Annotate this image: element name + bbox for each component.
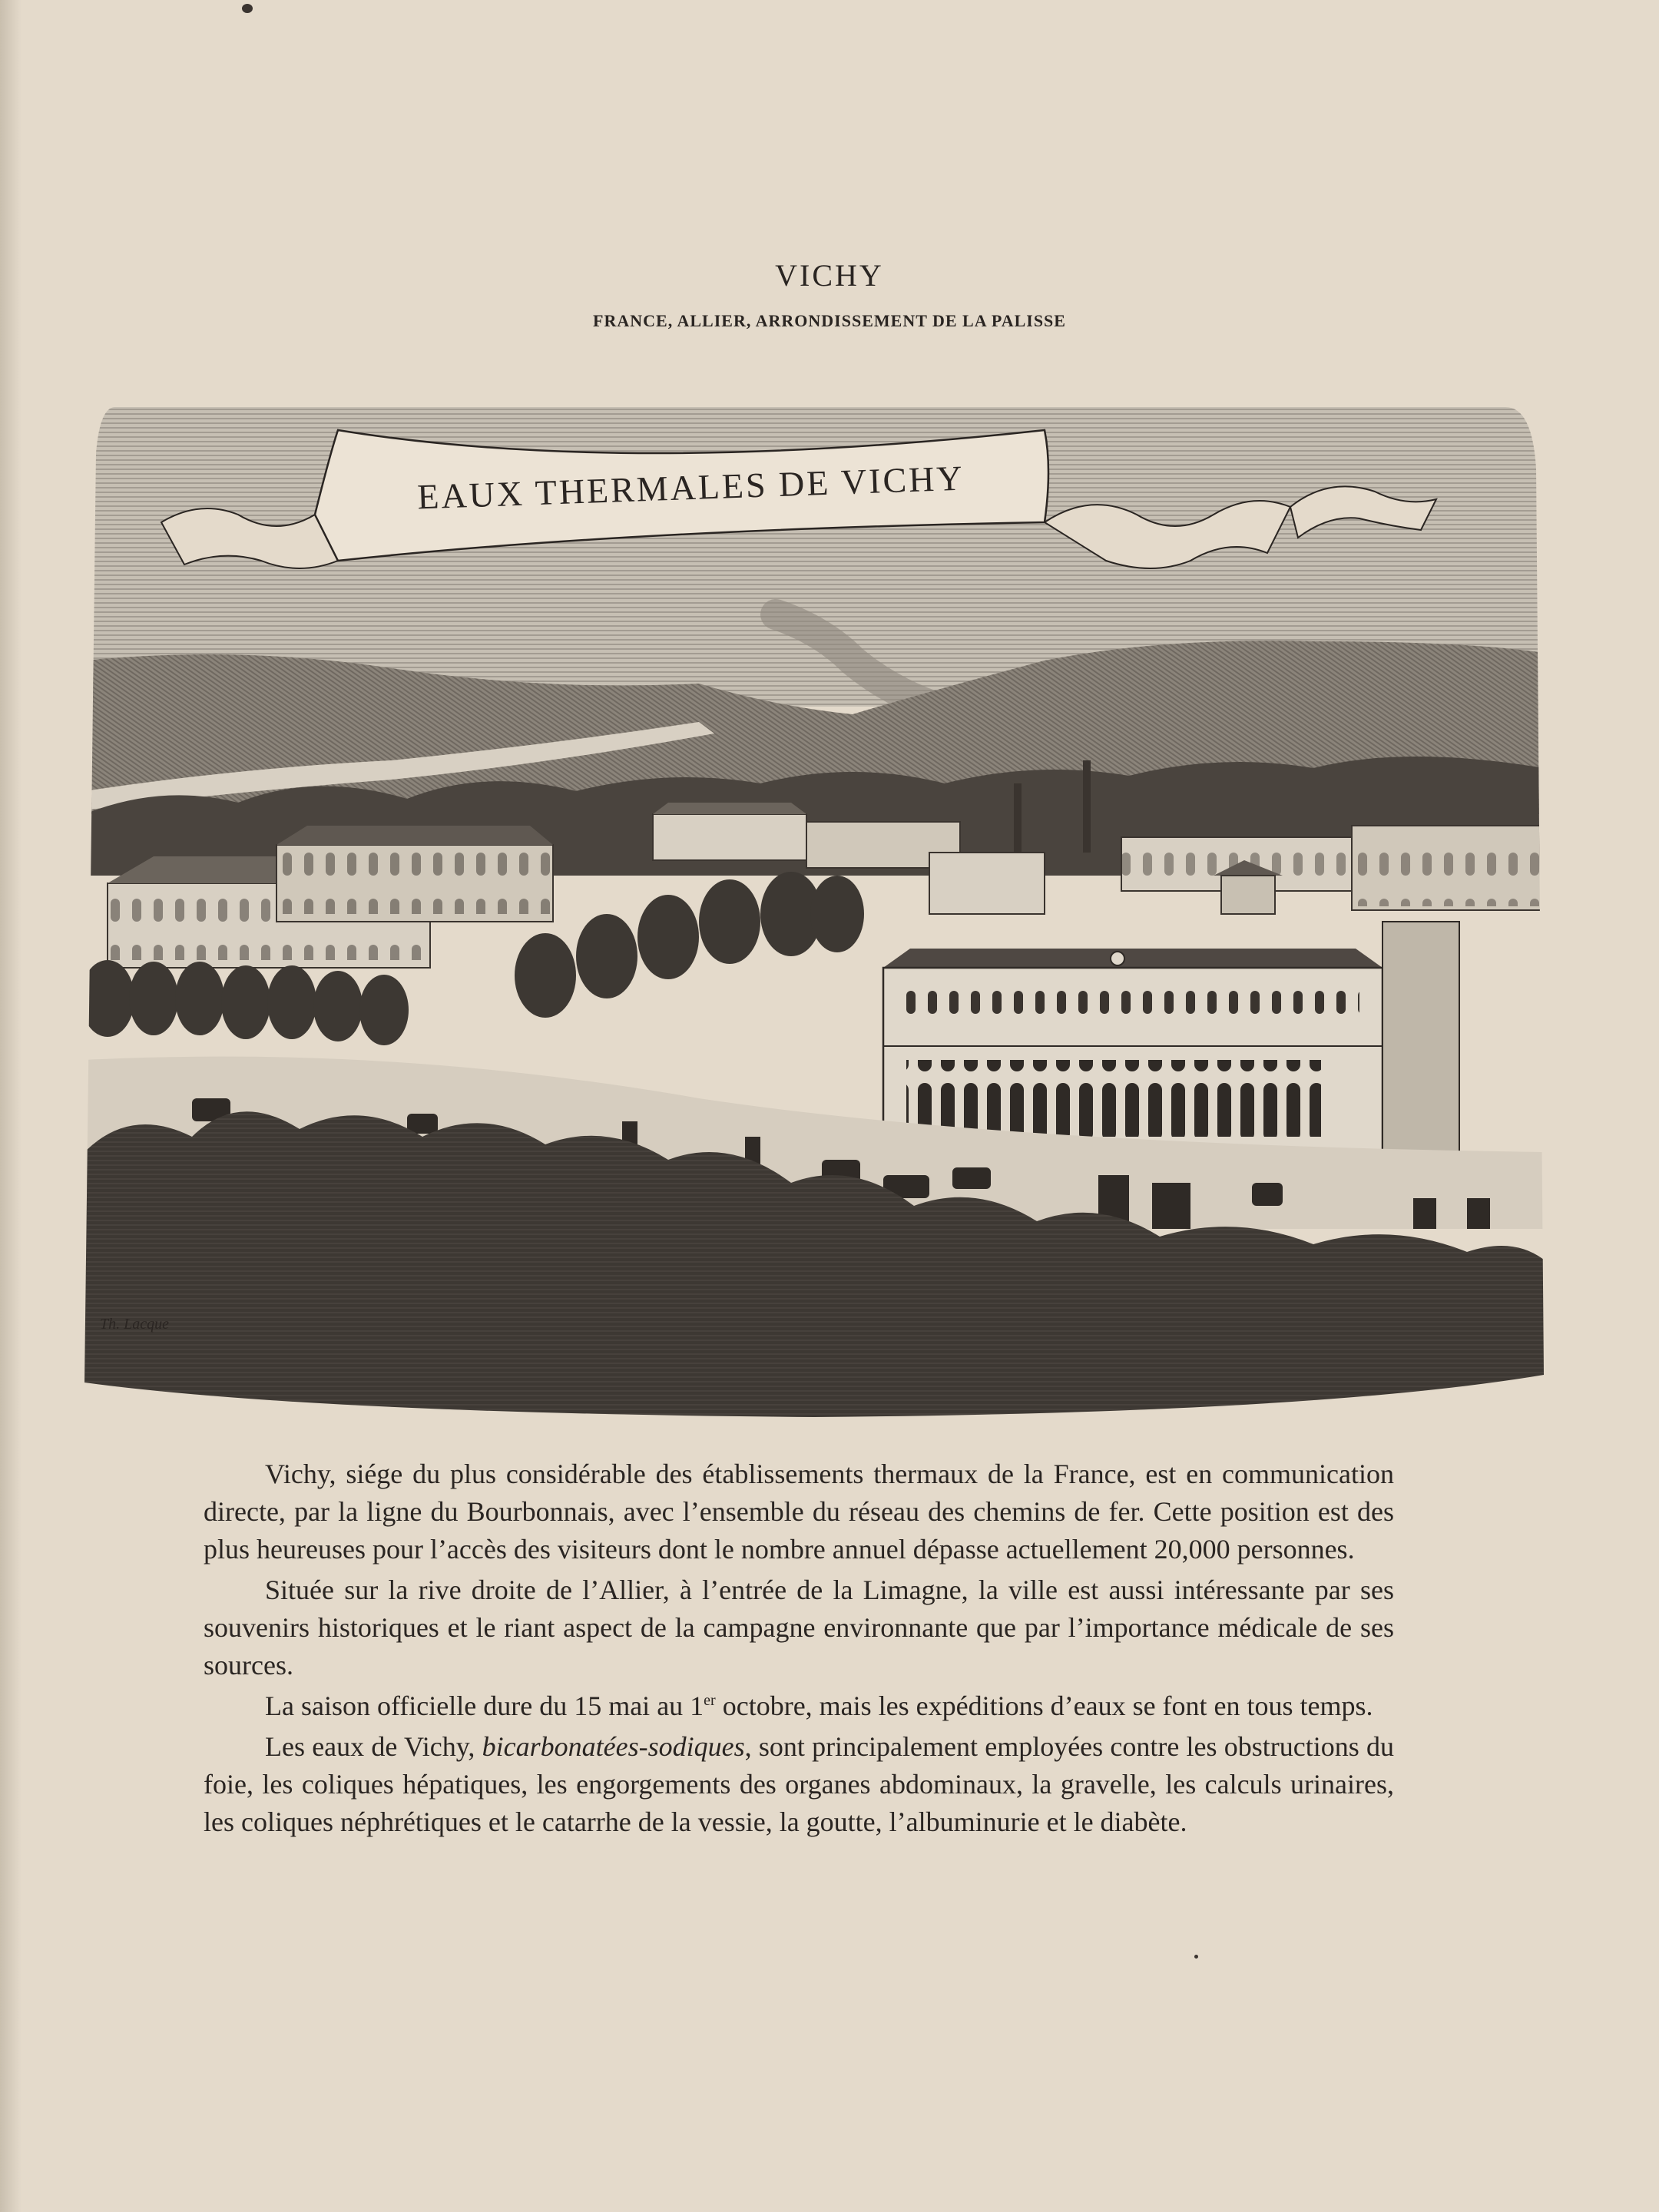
paper-speck (1194, 1955, 1198, 1959)
engraving-svg (84, 384, 1544, 1421)
page-title: VICHY (775, 258, 884, 293)
right-buildings (1121, 826, 1544, 914)
paragraph-3 (204, 1687, 1394, 1725)
superscript-er: er (704, 1692, 716, 1709)
artist-signature: Th. Lacque (100, 1316, 169, 1333)
paragraph-4 (204, 1728, 1394, 1841)
paragraph-2: Située sur la rive droite de l’Allier, à l’entrée de la Limagne, la ville est aussi intéressante par ses souvenirs historiques et le riant aspect de la campagne environnante que par l’importance médicale de ses sources. (204, 1575, 1394, 1681)
paper-speck (242, 4, 253, 13)
italic-term: bicarbonatées-sodiques (482, 1731, 745, 1762)
page-edge-shadow (0, 0, 22, 2212)
page-subtitle: FRANCE, ALLIER, ARRONDISSEMENT DE LA PALISSE (593, 311, 1066, 330)
body-text (204, 1455, 1394, 1844)
engraving-illustration (84, 384, 1544, 1421)
paragraph-4-text-end: , sont principalement employées contre les obstructions du foie, les coliques hépatiques, les engorgements des organes abdominaux, la gravelle, les calculs urinaires, les coliques néphrétiques et le catarrhe de la vessie, la goutte, l’albuminurie et le diabète. (204, 1731, 1394, 1837)
paragraph-3-text: La saison officielle dure du 15 mai au 1 (265, 1690, 704, 1721)
paragraph-1: Vichy, siége du plus considérable des établissements thermaux de la France, est en communication directe, par la ligne du Bourbonnais, avec l’ensemble du réseau des chemins de fer. Cette position est des plus heureuses pour l’accès des visiteurs dont le nombre annuel dépasse actuellement 20,000 personnes. (204, 1459, 1394, 1565)
banner-text: EAUX THERMALES DE VICHY (416, 458, 965, 517)
paragraph-4-text: Les eaux de Vichy, (265, 1731, 482, 1762)
paragraph-3-text-end: octobre, mais les expéditions d’eaux se font en tous temps. (715, 1690, 1373, 1721)
